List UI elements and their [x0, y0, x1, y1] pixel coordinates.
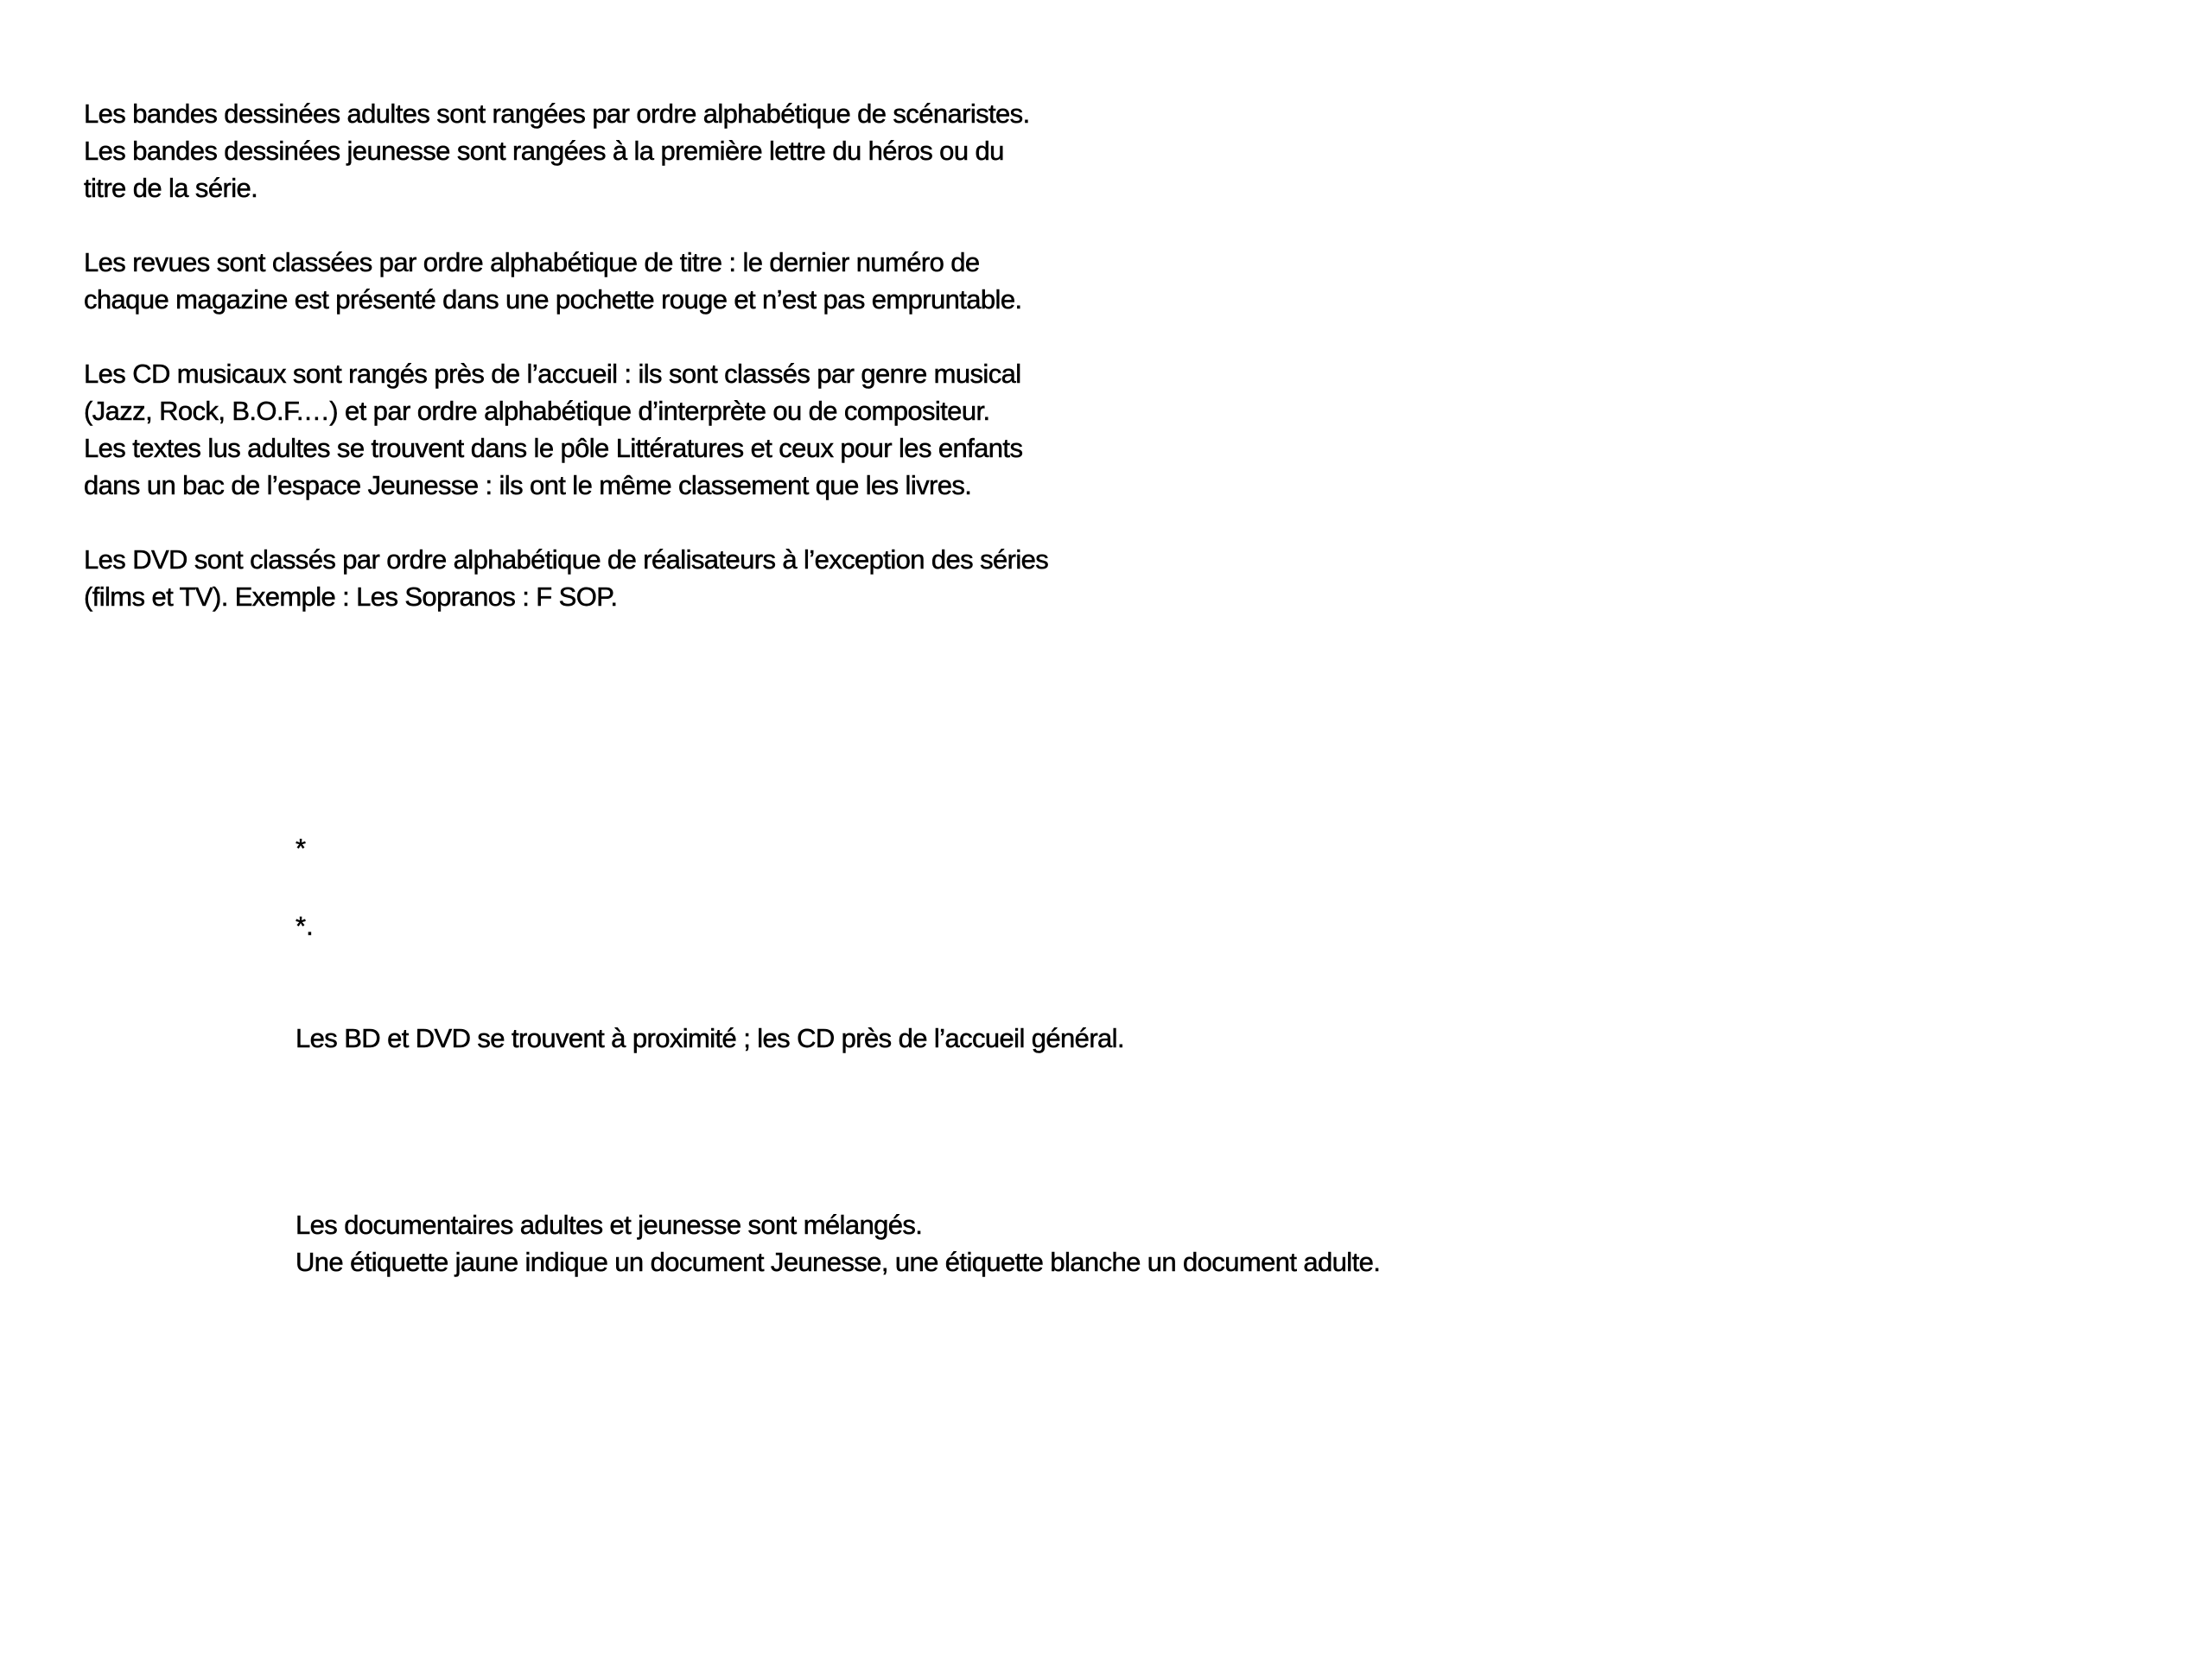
asterisk-marker: *. — [296, 911, 314, 941]
intro-text-block — [84, 95, 1048, 615]
text-line: Les revues sont classées par ordre alphabétique de titre : le dernier numéro de — [84, 247, 980, 277]
text-line: titre de la série. — [84, 173, 258, 203]
paragraph-gap — [84, 207, 1048, 244]
text-line: Une étiquette jaune indique un document Jeunesse, une étiquette blanche un document adulte. — [296, 1247, 1381, 1277]
paragraph-gap — [84, 318, 1048, 355]
documentaires-note — [296, 1206, 1380, 1281]
text-line: Les BD et DVD se trouvent à proximité ; les CD près de l’accueil général. — [296, 1023, 1124, 1053]
text-line: Les DVD sont classés par ordre alphabétique de réalisateurs à l’exception des séries — [84, 544, 1049, 575]
text-line: chaque magazine est présenté dans une pochette rouge et n’est pas empruntable. — [84, 284, 1022, 315]
text-line: (films et TV). Exemple : Les Sopranos : F SOP. — [84, 582, 618, 612]
asterisk-marker: * — [296, 833, 307, 863]
text-line: Les documentaires adultes et jeunesse sont mélangés. — [296, 1210, 923, 1240]
text-line: Les bandes dessinées jeunesse sont rangées à la première lettre du héros ou du — [84, 136, 1004, 166]
text-line: (Jazz, Rock, B.O.F.…) et par ordre alphabétique d’interprète ou de compositeur. — [84, 396, 990, 426]
text-line: Les textes lus adultes se trouvent dans le pôle Littératures et ceux pour les enfants — [84, 433, 1023, 463]
bd-dvd-note — [296, 1020, 1124, 1057]
text-line: dans un bac de l’espace Jeunesse : ils ont le même classement que les livres. — [84, 470, 972, 500]
paragraph-gap — [84, 504, 1048, 541]
text-line: Les bandes dessinées adultes sont rangées par ordre alphabétique de scénaristes. — [84, 99, 1030, 129]
text-line: Les CD musicaux sont rangés près de l’accueil : ils sont classés par genre musical — [84, 359, 1021, 389]
